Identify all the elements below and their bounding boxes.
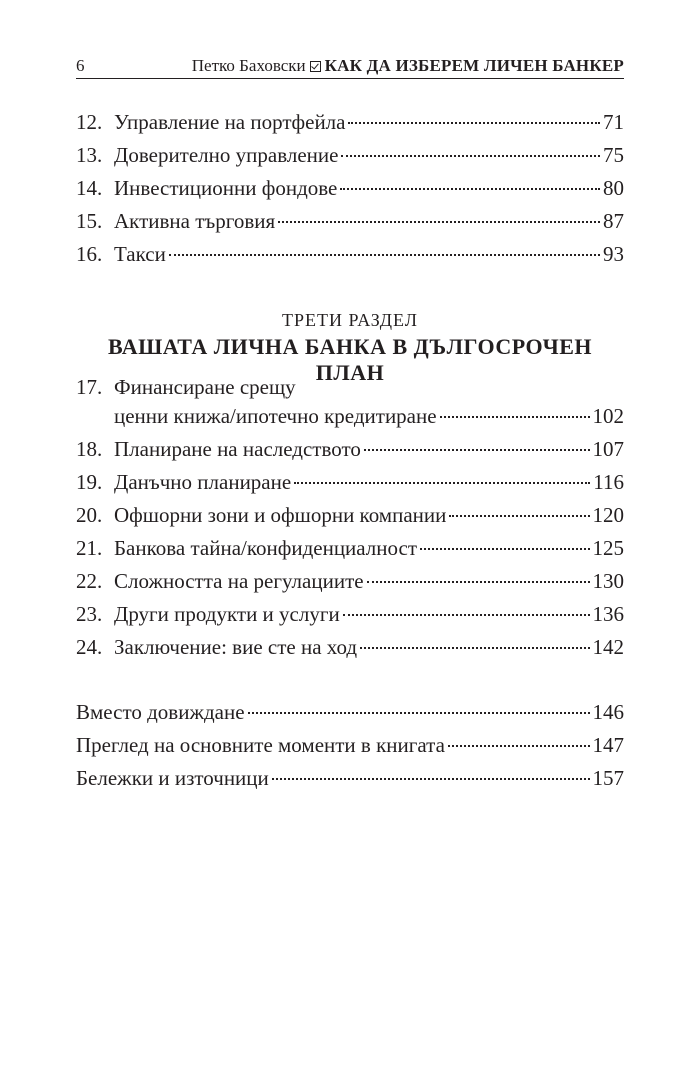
dot-leader (248, 712, 590, 714)
toc-entry-continuation (76, 404, 624, 434)
toc-page: 107 (592, 437, 624, 461)
toc-page: 116 (593, 470, 624, 494)
toc-entry (76, 242, 624, 272)
running-header (76, 50, 624, 79)
toc-entry (76, 536, 624, 566)
toc-title: Инвестиционни фондове (114, 176, 338, 200)
dot-leader (364, 449, 590, 451)
toc-entry (76, 110, 624, 140)
section-label: ТРЕТИ РАЗДЕЛ (282, 310, 418, 330)
toc-title: Данъчно планиране (114, 470, 292, 494)
dot-leader (348, 122, 600, 124)
toc-title: Заключение: вие сте на ход (114, 635, 358, 659)
toc-entry (76, 700, 624, 730)
dot-leader (278, 221, 600, 223)
toc-title-line2: ценни книжа/ипотечно кредитиране (114, 404, 437, 428)
toc-entry (76, 209, 624, 239)
toc-number: 12. (76, 110, 103, 134)
toc-title: Преглед на основните моменти в книгата (76, 733, 445, 757)
toc-page: 146 (592, 700, 624, 724)
toc-number: 22. (76, 569, 103, 593)
toc-page: 142 (592, 635, 624, 659)
dot-leader (343, 614, 590, 616)
toc-title: Такси (114, 242, 166, 266)
dot-leader (420, 548, 589, 550)
running-title (192, 56, 624, 76)
dot-leader (367, 581, 590, 583)
toc-title: Сложността на регулациите (114, 569, 364, 593)
toc-page: 120 (592, 503, 624, 527)
toc-entry (76, 143, 624, 173)
toc-title: Вместо довиждане (76, 700, 245, 724)
toc-number: 15. (76, 209, 103, 233)
toc-entry (76, 569, 624, 599)
toc-entry (76, 503, 624, 533)
toc-entry (76, 437, 624, 467)
toc-number: 19. (76, 470, 103, 494)
dot-leader (294, 482, 590, 484)
toc-entry (76, 635, 624, 665)
dot-leader (340, 188, 600, 190)
toc-page: 75 (603, 143, 624, 167)
dot-leader (440, 416, 590, 418)
dot-leader (449, 515, 589, 517)
toc-entry (76, 766, 624, 796)
dot-leader (448, 745, 590, 747)
toc-number: 16. (76, 242, 103, 266)
toc-page: 130 (592, 569, 624, 593)
dot-leader (169, 254, 600, 256)
toc-entry (76, 176, 624, 206)
toc-page: 71 (603, 110, 624, 134)
toc-number: 23. (76, 602, 103, 626)
toc-page: 87 (603, 209, 624, 233)
author-name: Петко Баховски (191, 56, 306, 75)
toc-number: 18. (76, 437, 103, 461)
toc-page: 80 (603, 176, 624, 200)
toc-title: Доверително управление (114, 143, 339, 167)
toc-entry (76, 733, 624, 763)
toc-number: 17. (76, 375, 103, 399)
section-title: ВАШАТА ЛИЧНА БАНКА В ДЪЛГОСРОЧЕН ПЛАН (107, 334, 593, 385)
dot-leader (360, 647, 589, 649)
toc-title: Офшорни зони и офшорни компании (114, 503, 447, 527)
page-number: 6 (76, 56, 85, 75)
toc-title: Бележки и източници (76, 766, 269, 790)
dot-leader (272, 778, 590, 780)
toc-number: 20. (76, 503, 103, 527)
toc-entry (76, 470, 624, 500)
toc-number: 24. (76, 635, 103, 659)
toc-page: 102 (592, 404, 624, 428)
toc-title: Банкова тайна/конфиденциалност (114, 536, 418, 560)
toc-title: Други продукти и услуги (114, 602, 340, 626)
toc-title: Финансиране срещу (114, 375, 296, 399)
toc-page: 136 (592, 602, 624, 626)
toc-page: 93 (603, 242, 624, 266)
toc-title: Управление на портфейла (114, 110, 346, 134)
book-title: КАК ДА ИЗБЕРЕМ ЛИЧЕН БАНКЕР (324, 56, 624, 75)
checkbox-icon (310, 61, 321, 72)
toc-page: 125 (592, 536, 624, 560)
dot-leader (341, 155, 600, 157)
toc-number: 14. (76, 176, 103, 200)
toc-title: Планиране на наследството (114, 437, 361, 461)
toc-number: 21. (76, 536, 103, 560)
toc-entry (76, 375, 624, 405)
toc-page: 147 (592, 733, 624, 757)
toc-page: 157 (592, 766, 624, 790)
toc-entry (76, 602, 624, 632)
toc-number: 13. (76, 143, 103, 167)
toc-title: Активна търговия (114, 209, 276, 233)
